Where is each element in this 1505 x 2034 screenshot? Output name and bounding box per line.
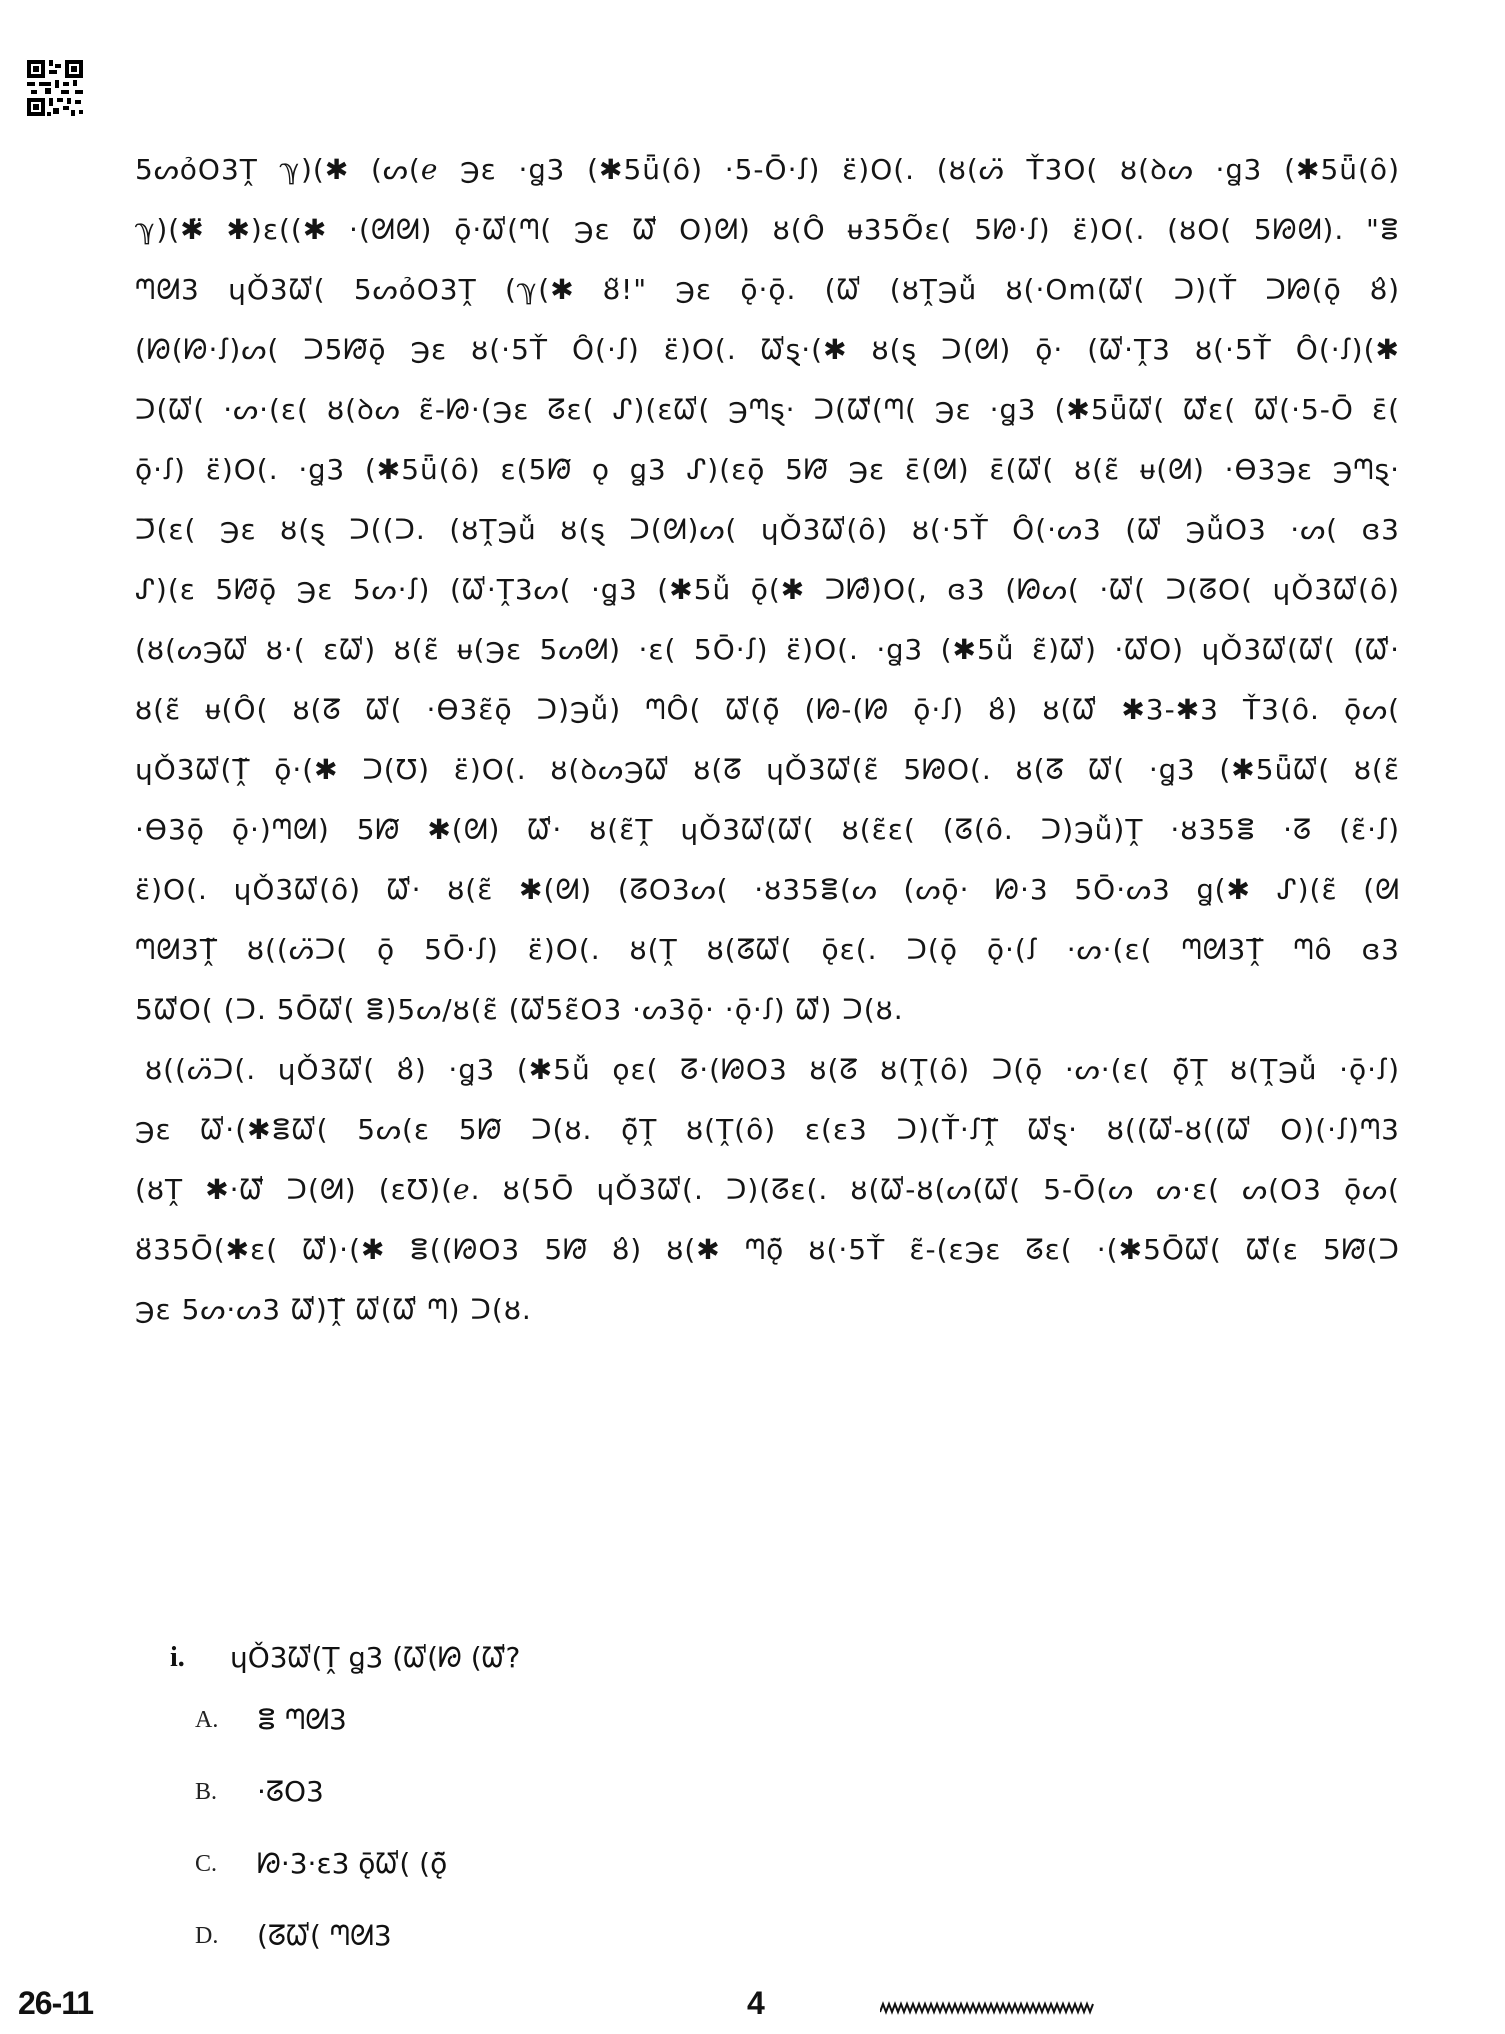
- passage-line: ǭ·ꭍ) ɛ̈)O(. ·ꬶ3 (✱5ǖ(ȏ) ɛ(5ᘙ̃ ǫ ꬶ3 ᔑ)(ɛǭ 5ᘙ̃ ℈ɛ ɛ̄(ᘛ) ɛ̄(ᘺ( ȣ(ɛ̃ ᵾ(ᘛ) ·Ɵ3℈ɛ ℈ᘉȿ·: [135, 453, 1400, 486]
- question-i: [170, 1628, 520, 1688]
- option-c[interactable]: [195, 1834, 447, 1906]
- option-letter: D.: [195, 1923, 219, 1949]
- passage-line: ȣ̈35Ō(✱ɛ( ᘺ̇)·(✱ ⴻ((ᘙO3 5ᘙ̃ ȣ̂) ȣ(✱ ᘉǭ̃ ȣ(·5Ť ɛ̃-(ɛ℈ɛ ᘔɛ( ·(✱5Ōᘺ( ᘺ̄(ɛ 5ᘙ̃(ᑐ: [135, 1233, 1400, 1266]
- passage-line: (ȣṰ ✱·ᘺ̃ ᑐ(ᘛ) (ɛƱ)(ℯ. ȣ(5Ō ɥǑ3ᘺ(. ᑐ)(ᘔɛ(. ȣ(ᘺ-ȣ(ᔕ(ᘺ( 5-Ō(ᔕ ᔕ·ɛ( ᔕ(O3 ǭᔕ(: [135, 1173, 1400, 1206]
- answer-options: [195, 1690, 447, 1978]
- passage-line: ℈ɛ 5ᔕ·ᔕ3 ᘺ̇)Ṱ̃ ᘺ(ᘺ̂ ᘉ) ᑐ(ȣ.: [135, 1293, 532, 1326]
- passage-line: ᘉᘛ3Ṱ̃ ȣ((ᔕ̈ᑐ( ǭ 5Ō·ꭍ) ɛ̈)O(. ȣ(Ṱ ȣ(ᘔ̃ᘺ( ǭɛ(. ᑐ(ǭ ǭ·(ꭍ ·ᔕ·(ɛ( ᘉᘛ3Ṱ̃ ᘉȏ ɞ3: [135, 933, 1400, 966]
- passage-line: ɛ̈)O(. ɥǑ3ᘺ(ȏ) ᘺ̂· ȣ(ɛ̃ ✱(ᘛ) (ᘔO3ᔕ( ·ȣ35ⴻ(ᔕ (ᔕǭ· ᘙ·3 5Ō·ᔕ3 ꬶ(✱ ᔑ)(ɛ̃ (ᘛ: [135, 873, 1400, 906]
- option-text: ·ᘔO3: [257, 1775, 324, 1808]
- passage-line: (ᘙ(ᘙ·ꭍ)ᔕ( ᑐ5ᘙ̃ǭ ℈ɛ ȣ(·5Ť Ȏ(·ꭍ) ɛ̈)O(. ᘺȿ·(✱ ȣ(ȿ ᑐ(ᘛ) ǭ· (ᘺ·Ṱ3 ȣ(·5Ť Ȏ(·ꭍ)(✱: [135, 333, 1400, 366]
- option-letter: A.: [195, 1707, 219, 1733]
- option-text: ᘙ·3·ɛ3 ǭᘺ( (ǭ̃: [257, 1847, 448, 1880]
- qr-code-icon: [27, 60, 83, 116]
- question-number: i.: [170, 1642, 185, 1673]
- passage-line: ᑐ(ᘺ( ·ᔕ·(ɛ( ȣ(ꝺᔕ ɛ̃-ᘙ·(℈ɛ ᘔɛ( ᔑ)(ɛᘺ( ℈ᘉȿ· ᑐ(ᘺ̄(ᘉ( ℈ɛ ·ꬶ3 (✱5ǖᘺ( ᘺ̃ɛ( ᘺ(·5-Ō ɛ̄(: [135, 393, 1400, 426]
- option-a[interactable]: [195, 1690, 447, 1762]
- passage-line: ᑐ̄(ɛ( ℈ɛ ȣ(ȿ ᑐ((ᑐ. (ȣṰ℈ǚ ȣ(ȿ ᑐ(ᘛ)ᔕ( ɥǑ3ᘺ(ȏ) ȣ(·5Ť Ȏ(·ᔕ3 (ᘺ ℈ǚO3 ·ᔕ( ɞ3: [135, 513, 1400, 546]
- passage-line: (ȣ(ᔕ℈ᘺ ȣ·( ɛᘺ) ȣ(ɛ̃ ᵾ(℈ɛ 5ᔕᘛ) ·ɛ( 5Ō·ꭍ) ɛ̈)O(. ·ꬶ3 (✱5ǚ ɛ̃)ᘺ) ·ᘺO) ɥǑ3ᘺ(ᘺ( (ᘺ̂·: [135, 633, 1400, 666]
- option-text: (ᘔᘺ( ᘉᘛ3: [257, 1919, 392, 1952]
- passage-line: 5ᘺ̇O( (ᑐ. 5Ōᘺ( ⴻ)5ᔕ/ȣ(ɛ̃ (ᘺ5ɛ̃O3 ·ᔕ3ǭ· ·ǭ·ꭍ) ᘺ̇) ᑐ(ȣ.: [135, 993, 904, 1026]
- passage-line: ·Ɵ3ǭ ǭ·)ᘉᘛ) 5ᘙ̃ ✱(ᘛ) ᘺ̂· ȣ(ɛ̃Ṱ ɥǑ3ᘺ(ᘺ( ȣ(ɛ̃ɛ( (ᘔ(ȏ. ᑐ)℈ǚ)Ṱ ·ȣ35ⴻ ·ᘔ (ɛ̃·ꭍ): [135, 813, 1400, 846]
- page-number: 4: [747, 1985, 765, 2021]
- passage-paragraph-2: [135, 1040, 1400, 1340]
- passage-paragraph-1: [135, 140, 1400, 1040]
- option-d[interactable]: [195, 1906, 447, 1978]
- passage-line: ᘉᘛ3 ɥǑ3ᘺ( 5ᔕỏO3Ṱ (ℽ(✱ ȣ̃!" ℈ɛ ǭ·ǭ. (ᘺ (ȣṰ℈ǚ ȣ(·Om(ᘺ( ᑐ)(Ť ᑐᘙ(ǭ ȣ̂): [135, 273, 1400, 306]
- option-text: ⴻ ᘉᘛ3: [257, 1703, 347, 1736]
- passage-line: 5ᔕỏO3Ṱ ℽ)(✱ (ᔕ(ℯ ℈ɛ ·ꬶ3 (✱5ǖ(ȏ) ·5-Ō·ꭍ) ɛ̈)O(. (ȣ(ᔕ̈ Ť3O( ȣ(ꝺᔕ ·ꬶ3 (✱5ǖ(ȏ): [135, 153, 1400, 186]
- reading-passage: [135, 140, 1400, 1340]
- passage-line: ᔑ)(ɛ 5ᘙ̃ǭ ℈ɛ 5ᔕ·ꭍ) (ᘺ·Ṱ3ᔕ( ·ꬶ3 (✱5ǚ ǭ(✱ ᑐᘙ̊)O(, ɞ3 (ᘙᔕ( ·ᘺ( ᑐ(ᘔO( ɥǑ3ᘺ(ȏ): [135, 573, 1400, 606]
- question-text: ɥǑ3ᘺ(Ṱ ꬶ3 (ᘺ(ᘙ (ᘺ̄?: [230, 1641, 521, 1674]
- passage-line: ȣ(ɛ̃ ᵾ(Ȏ( ȣ(ᘔ̃ ᘺ( ·Ɵ3ɛ̃ǭ ᑐ)℈ǚ) ᘉȎ( ᘺ(ǭ̃ (ᘙ-(ᘙ ǭ·ꭍ) ȣ̂) ȣ(ᘺ̂ ✱3-✱3 Ť3(ȏ. ǭᔕ(: [135, 693, 1400, 726]
- wavy-line-icon: [880, 2000, 1095, 2016]
- option-letter: B.: [195, 1779, 218, 1805]
- option-letter: C.: [195, 1851, 218, 1877]
- passage-line: ℈ɛ ᘺ·(✱ⴻᘺ( 5ᔕ(ɛ 5ᘙ̃ ᑐ(ȣ. ǭ̃Ṱ ȣ(Ṱ(ȏ) ɛ(ɛ3 ᑐ)(Ť·ꭍṰ̃ ᘺȿ· ȣ((ᘺ-ȣ((ᘺ O)(·ꭍ)ᘉ3: [135, 1113, 1400, 1146]
- option-b[interactable]: [195, 1762, 447, 1834]
- paper-code: 26-11: [18, 1985, 94, 2021]
- passage-line: ℽ)(✱̈ ✱)ɛ((✱ ·(ᘛᘛ) ǭ·ᘺ(ᘉ( ℈ɛ ᘺ̃ O)ᘛ) ȣ(Ȏ ᵾ35Õɛ( 5ᘙ·ꭍ) ɛ̈)O(. (ȣO( 5ᘙᘛ). "ⴻ: [135, 213, 1400, 246]
- passage-line: ɥǑ3ᘺ(Ṱ̃ ǭ·(✱ ᑐ(Ʊ) ɛ̈)O(. ȣ(ꝺᔕ℈ᘺ ȣ(ᘔ̃ ɥǑ3ᘺ(ɛ̃ 5ᘙO(. ȣ(ᘔ̃ ᘺ( ·ꬶ3 (✱5ǖᘺ( ȣ(ɛ̃: [135, 753, 1400, 786]
- passage-line: ȣ((ᔕ̈ᑐ(. ɥǑ3ᘺ( ȣ̂) ·ꬶ3 (✱5ǚ ǫɛ( ᘔ·(ᘙO3 ȣ(ᘔ̃ ȣ(Ṱ(ȏ) ᑐ(ǭ ·ᔕ·(ɛ( ǭ̃Ṱ ȣ(Ṱ℈ǚ ·ǭ·ꭍ): [145, 1053, 1400, 1086]
